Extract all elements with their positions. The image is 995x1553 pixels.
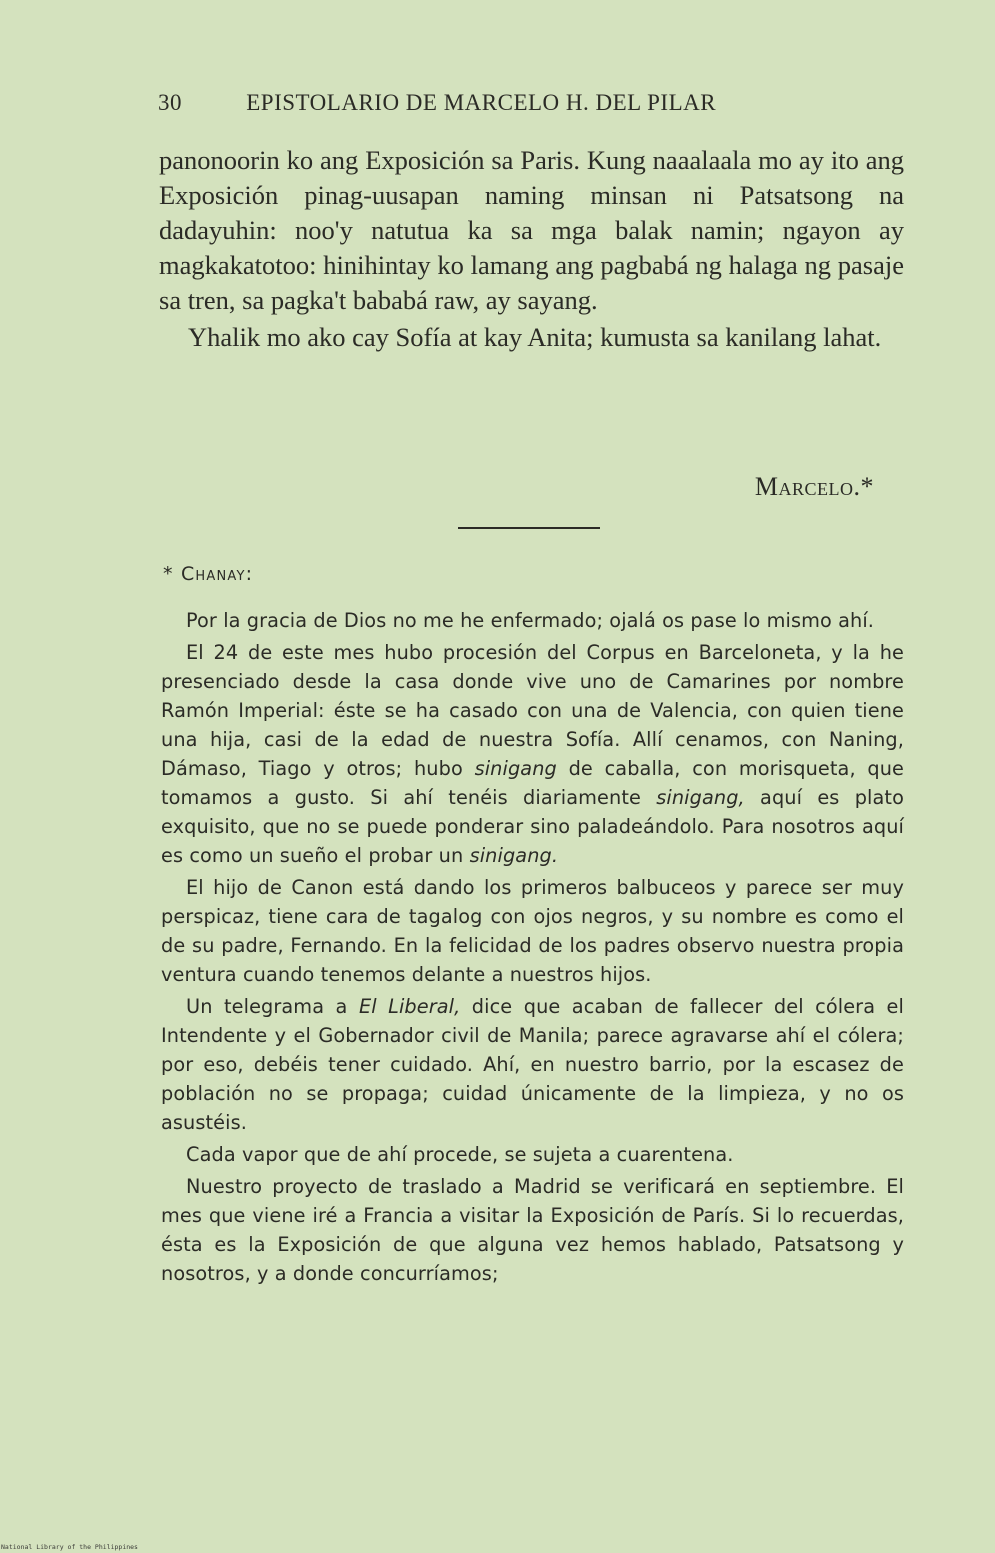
running-title: EPISTOLARIO DE MARCELO H. DEL PILAR — [246, 90, 717, 115]
italic-term: sinigang. — [469, 844, 559, 867]
library-credit: National Library of the Philippines — [1, 1543, 138, 1551]
footnote-body — [161, 606, 904, 1291]
italic-title: El Liberal, — [358, 995, 461, 1018]
footnote-paragraph: El hijo de Canon está dando los primeros balbuceos y parece ser muy perspicaz, tiene cara de tagalog con ojos negros, y su nombre es como el de su padre, Fernando. En la felicidad de los padres observo nuestra propia ventura cuando tenemos delante a nuestros hijos. — [161, 876, 904, 986]
footnote-heading: * Chanay: — [163, 563, 254, 585]
italic-term: sinigang — [474, 757, 557, 780]
text-run: de caballa, con morisqueta, que tomamos a gusto. Si ahí tenéis diariamente — [161, 757, 905, 809]
footnote-paragraph — [161, 638, 904, 870]
text-run: El 24 de este mes hubo procesión del Corpus en Barceloneta, y la he presenciado desde la casa donde vive uno de Camarines por nombre Ramón Imperial: éste se ha casado con una de Valencia, con quien tiene una hija, casi de la edad de nuestra Sofía. Allí cenamos, con Naning, Dámaso, Tiago y otros; hubo — [161, 641, 904, 780]
footnote-paragraph — [161, 992, 904, 1137]
signature: Marcelo.* — [754, 472, 874, 501]
text-run: aquí es plato exquisito, que no se puede ponderar sino paladeándolo. Para nosotros aquí es como un sueño el probar un — [161, 786, 904, 867]
letter-paragraph: panonoorin ko ang Exposición sa Paris. Kung naaalaala mo ay ito ang Exposición pinag-uusapan naming minsan ni Patsatsong na dadayuhin: noo'y natutua ka sa mga balak namin; ngayon ay magkakatotoo: hinihintay ko lamang ang pagbabá ng halaga ng pasaje sa tren, sa pagka't bababá raw, ay sayang. — [159, 145, 904, 315]
footnote-paragraph: Cada vapor que de ahí procede, se sujeta a cuarentena. — [186, 1143, 734, 1166]
text-run: Un telegrama a — [186, 995, 359, 1018]
footnote-paragraph: Nuestro proyecto de traslado a Madrid se verificará en septiembre. El mes que viene iré a Francia a visitar la Exposición de París. Si lo recuerdas, ésta es la Exposición de que alguna vez hemos hablado, Patsatsong y nosotros, y a donde concurríamos; — [161, 1175, 904, 1285]
text-run: dice que acaban de fallecer del cólera el Intendente y el Gobernador civil de Manila; parece agravarse ahí el cólera; por eso, debéis tener cuidado. Ahí, en nuestro barrio, por la escasez de población no se propaga; cuidad únicamente de la limpieza, y no os asustéis. — [161, 995, 904, 1134]
footnote-paragraph: Por la gracia de Dios no me he enfermado; ojalá os pase lo mismo ahí. — [186, 609, 875, 632]
section-divider — [458, 527, 600, 529]
letter-body — [159, 143, 904, 357]
page-header — [158, 90, 858, 116]
page-number: 30 — [158, 90, 182, 115]
italic-term: sinigang, — [656, 786, 745, 809]
letter-paragraph: Yhalik mo ako cay Sofía at kay Anita; kumusta sa kanilang lahat. — [188, 322, 882, 352]
